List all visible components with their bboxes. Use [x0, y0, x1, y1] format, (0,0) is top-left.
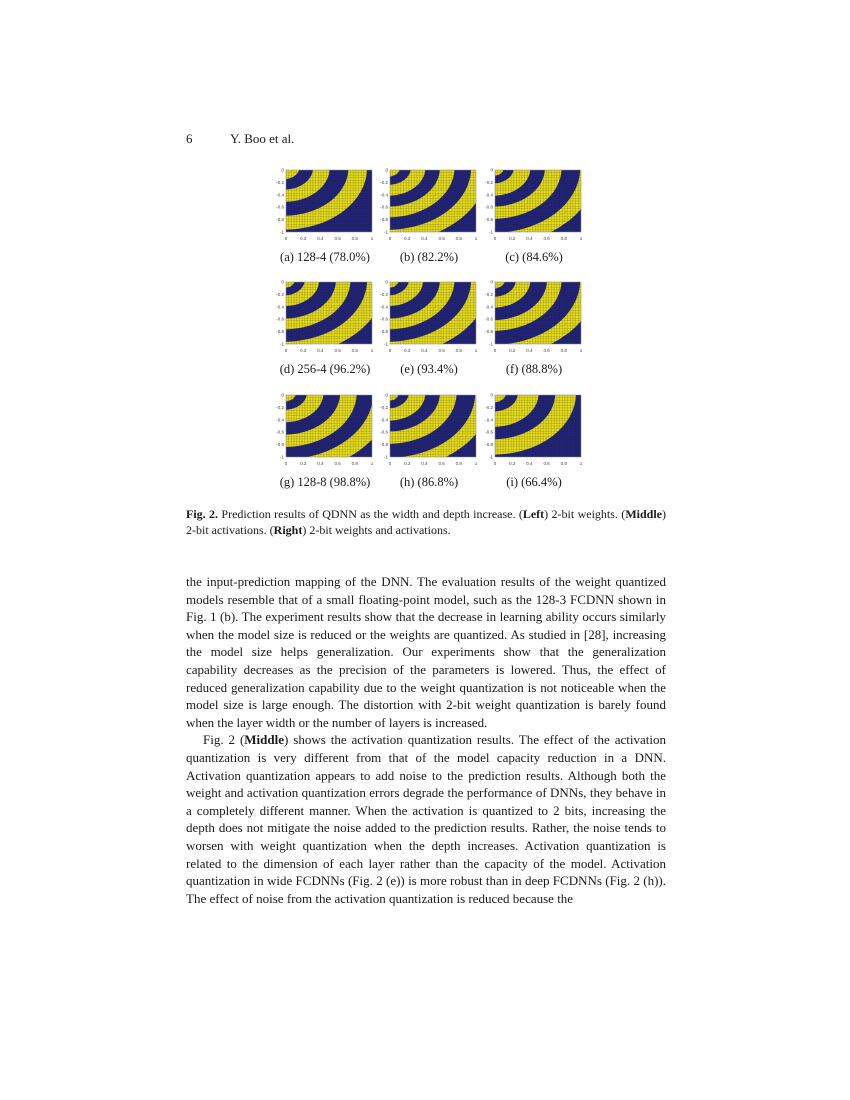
svg-text:0.2: 0.2	[509, 236, 516, 241]
svg-text:-0.8: -0.8	[485, 217, 493, 223]
panel-c	[481, 166, 587, 272]
svg-text:0.4: 0.4	[526, 348, 533, 353]
svg-text:1: 1	[370, 236, 374, 241]
caption-text: ) 2-bit activations. (	[186, 507, 666, 537]
panel-h	[376, 391, 482, 497]
subcaption-i: (i) (66.4%)	[506, 475, 562, 489]
prediction-plot-f	[481, 278, 587, 360]
svg-text:0: 0	[281, 392, 284, 398]
svg-text:-0.2: -0.2	[276, 291, 284, 297]
svg-text:0: 0	[493, 348, 497, 353]
svg-text:0.8: 0.8	[351, 236, 358, 241]
svg-text:0.6: 0.6	[438, 461, 445, 466]
figure-caption	[186, 506, 666, 538]
svg-text:-1: -1	[279, 229, 284, 235]
svg-text:1: 1	[370, 348, 374, 353]
svg-text:-0.6: -0.6	[276, 429, 284, 435]
subcaption-c: (c) (84.6%)	[505, 250, 563, 264]
svg-text:-0.8: -0.8	[276, 217, 284, 223]
svg-text:-1: -1	[488, 454, 493, 460]
subcaption-h: (h) (86.8%)	[399, 475, 459, 489]
svg-text:0.6: 0.6	[334, 348, 341, 353]
svg-text:0.6: 0.6	[334, 236, 341, 241]
svg-text:-0.4: -0.4	[485, 304, 493, 310]
svg-text:0.8: 0.8	[560, 461, 567, 466]
svg-text:0.2: 0.2	[404, 461, 411, 466]
svg-text:0: 0	[493, 236, 497, 241]
svg-text:0.4: 0.4	[317, 236, 324, 241]
svg-text:0: 0	[284, 461, 288, 466]
svg-text:-0.4: -0.4	[276, 192, 284, 198]
panel-g	[272, 391, 378, 497]
svg-text:0.8: 0.8	[351, 348, 358, 353]
paragraph-2-bold: Middle	[244, 732, 285, 748]
svg-text:-0.8: -0.8	[485, 442, 493, 448]
svg-text:-0.6: -0.6	[276, 316, 284, 322]
body-text	[186, 573, 666, 907]
svg-text:0.4: 0.4	[526, 461, 533, 466]
svg-text:0: 0	[385, 392, 388, 398]
svg-text:0.4: 0.4	[421, 348, 428, 353]
svg-text:-0.2: -0.2	[380, 404, 388, 410]
svg-text:1: 1	[579, 236, 583, 241]
svg-text:1: 1	[474, 348, 478, 353]
svg-text:0: 0	[490, 392, 493, 398]
caption-text: ) 2-bit weights and activations.	[302, 523, 451, 537]
svg-text:-0.4: -0.4	[380, 304, 388, 310]
svg-text:0.6: 0.6	[334, 461, 341, 466]
svg-text:0: 0	[493, 461, 497, 466]
svg-text:0.6: 0.6	[543, 236, 550, 241]
panel-d	[272, 278, 378, 384]
svg-text:0.2: 0.2	[404, 236, 411, 241]
caption-middle: Middle	[625, 507, 662, 521]
svg-text:-0.2: -0.2	[485, 404, 493, 410]
svg-text:1: 1	[579, 461, 583, 466]
svg-text:-0.6: -0.6	[485, 204, 493, 210]
prediction-plot-g	[272, 391, 378, 473]
svg-text:0.2: 0.2	[300, 348, 307, 353]
svg-text:-1: -1	[279, 454, 284, 460]
svg-text:0.6: 0.6	[543, 461, 550, 466]
svg-text:-0.2: -0.2	[380, 291, 388, 297]
prediction-plot-a	[272, 166, 378, 248]
subcaption-d: (d) 256-4 (96.2%)	[279, 362, 371, 376]
svg-text:-1: -1	[488, 229, 493, 235]
svg-text:-1: -1	[383, 454, 388, 460]
svg-text:1: 1	[370, 461, 374, 466]
svg-text:-1: -1	[383, 229, 388, 235]
svg-text:0.2: 0.2	[509, 461, 516, 466]
svg-text:-0.8: -0.8	[380, 217, 388, 223]
svg-text:0.6: 0.6	[438, 236, 445, 241]
panel-i	[481, 391, 587, 497]
svg-text:0.8: 0.8	[455, 236, 462, 241]
svg-text:0: 0	[284, 236, 288, 241]
svg-text:0.8: 0.8	[455, 461, 462, 466]
prediction-plot-d	[272, 278, 378, 360]
svg-text:0.8: 0.8	[455, 348, 462, 353]
page-number: 6	[186, 131, 193, 146]
svg-text:0.4: 0.4	[526, 236, 533, 241]
panel-e	[376, 278, 482, 384]
svg-text:0.8: 0.8	[560, 236, 567, 241]
subcaption-e: (e) (93.4%)	[400, 362, 458, 376]
figure-row-1	[262, 166, 592, 276]
subcaption-g: (g) 128-8 (98.8%)	[279, 475, 371, 489]
svg-text:0: 0	[490, 167, 493, 173]
svg-text:-0.4: -0.4	[380, 192, 388, 198]
figure-row-3	[262, 391, 592, 501]
prediction-plot-h	[376, 391, 482, 473]
prediction-plot-e	[376, 278, 482, 360]
svg-text:0: 0	[385, 279, 388, 285]
svg-text:-0.4: -0.4	[485, 417, 493, 423]
svg-text:0: 0	[388, 348, 392, 353]
caption-left: Left	[522, 507, 545, 521]
svg-text:1: 1	[474, 461, 478, 466]
svg-text:-0.6: -0.6	[380, 204, 388, 210]
svg-text:-1: -1	[279, 341, 284, 347]
svg-text:-0.4: -0.4	[485, 192, 493, 198]
svg-text:-0.2: -0.2	[485, 291, 493, 297]
svg-text:0.6: 0.6	[543, 348, 550, 353]
panel-a	[272, 166, 378, 272]
subcaption-a: (a) 128-4 (78.0%)	[280, 250, 370, 264]
svg-text:0.4: 0.4	[317, 461, 324, 466]
caption-right: Right	[273, 523, 303, 537]
svg-text:-1: -1	[383, 341, 388, 347]
running-header	[186, 131, 294, 147]
panel-f	[481, 278, 587, 384]
svg-text:0: 0	[385, 167, 388, 173]
prediction-plot-c	[481, 166, 587, 248]
svg-text:0: 0	[284, 348, 288, 353]
svg-text:-0.4: -0.4	[276, 417, 284, 423]
svg-text:0.8: 0.8	[351, 461, 358, 466]
svg-text:0.8: 0.8	[560, 348, 567, 353]
svg-text:1: 1	[474, 236, 478, 241]
svg-text:-0.6: -0.6	[380, 316, 388, 322]
paragraph-2-rest: ) shows the activation quantization results. The effect of the activation quantization is very different from that of the model capacity reduction in a DNN. Activation quantization appears to add noise to the prediction results. Although both the weight and activation quantization errors degrade the performance of DNNs, they behave in a completely different manner. When the activation is quantized to 2 bits, increasing the depth does not mitigate the noise added to the prediction results. Rather, the noise tends to worsen with weight quantization when the depth increases. Activation quantization is related to the dimension of each layer rather than the capacity of the model. Activation quantization in wide FCDNNs (Fig. 2 (e)) is more robust than in deep FCDNNs (Fig. 2 (h)). The effect of noise from the activation quantization is reduced because the	[186, 732, 666, 906]
subcaption-b: (b) (82.2%)	[399, 250, 459, 264]
svg-text:0: 0	[281, 279, 284, 285]
caption-label: Fig. 2.	[186, 507, 219, 521]
svg-text:0: 0	[490, 279, 493, 285]
svg-text:-0.8: -0.8	[380, 329, 388, 335]
subcaption-f: (f) (88.8%)	[505, 362, 563, 376]
svg-text:1: 1	[579, 348, 583, 353]
svg-text:0: 0	[281, 167, 284, 173]
caption-text: ) 2-bit weights. (	[544, 507, 626, 521]
figure-row-2	[262, 278, 592, 388]
svg-text:-0.6: -0.6	[485, 316, 493, 322]
svg-text:0.4: 0.4	[421, 461, 428, 466]
svg-text:0.2: 0.2	[404, 348, 411, 353]
svg-text:-0.6: -0.6	[276, 204, 284, 210]
prediction-plot-b	[376, 166, 482, 248]
paragraph-1: the input-prediction mapping of the DNN. The evaluation results of the weight quantized models resemble that of a small floating-point model, such as the 128-3 FCDNN shown in Fig. 1 (b). The experiment results show that the decrease in learning ability occurs similarly when the model size is reduced or the weights are quantized. As studied in [28], increasing the model size helps generalization. Our experiments show that the generalization capability decreases as the precision of the parameters is lowered. Thus, the effect of reduced generalization capability due to the weight quantization is not noticeable when the model size is large enough. The distortion with 2-bit weight quantization is barely found when the layer width or the number of layers is increased.	[186, 574, 666, 730]
prediction-plot-i	[481, 391, 587, 473]
panel-b	[376, 166, 482, 272]
svg-text:-0.8: -0.8	[276, 442, 284, 448]
svg-text:0.2: 0.2	[300, 461, 307, 466]
paragraph-2-prefix: Fig. 2 (	[203, 732, 245, 748]
svg-text:-0.6: -0.6	[380, 429, 388, 435]
paragraph-2	[186, 731, 666, 907]
svg-text:-0.2: -0.2	[380, 179, 388, 185]
svg-text:-0.2: -0.2	[485, 179, 493, 185]
caption-text: Prediction results of QDNN as the width and depth increase. (	[218, 507, 523, 521]
svg-text:-0.4: -0.4	[276, 304, 284, 310]
svg-text:-0.8: -0.8	[276, 329, 284, 335]
svg-text:-0.4: -0.4	[380, 417, 388, 423]
svg-text:-0.6: -0.6	[485, 429, 493, 435]
svg-text:0.6: 0.6	[438, 348, 445, 353]
svg-text:-0.2: -0.2	[276, 404, 284, 410]
running-title: Y. Boo et al.	[230, 131, 295, 146]
svg-text:-0.8: -0.8	[380, 442, 388, 448]
svg-text:0.2: 0.2	[509, 348, 516, 353]
svg-text:0.2: 0.2	[300, 236, 307, 241]
svg-text:0: 0	[388, 461, 392, 466]
svg-text:-0.2: -0.2	[276, 179, 284, 185]
svg-text:-1: -1	[488, 341, 493, 347]
svg-text:0.4: 0.4	[421, 236, 428, 241]
svg-text:0.4: 0.4	[317, 348, 324, 353]
svg-text:-0.8: -0.8	[485, 329, 493, 335]
svg-text:0: 0	[388, 236, 392, 241]
